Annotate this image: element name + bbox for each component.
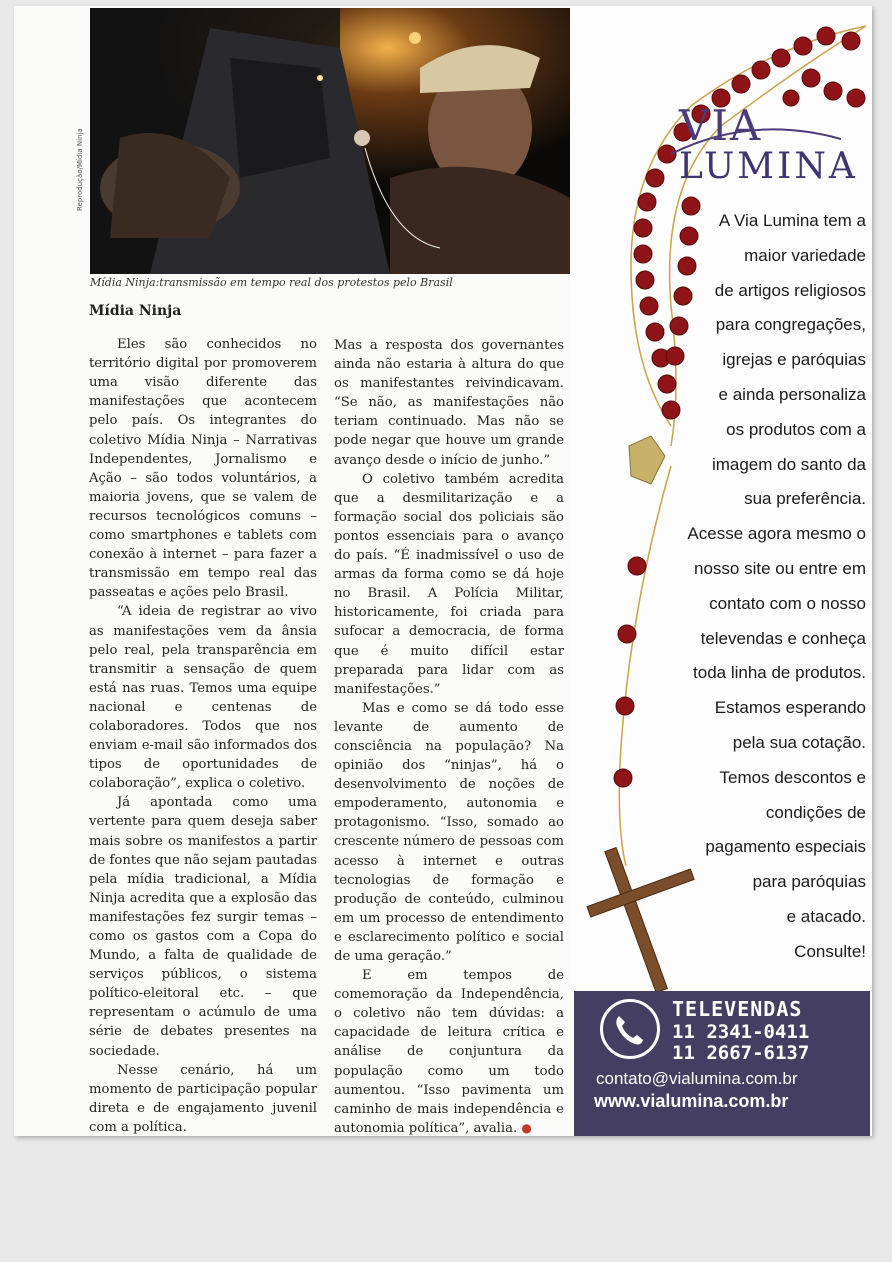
ad-line: Temos descontos e bbox=[719, 767, 866, 787]
ad-line: sua preferência. bbox=[744, 489, 866, 509]
article-paragraph-text: E em tempos de comemoração da Independência, o coletivo não tem dúvidas: a capacidade de leitura crítica e análise de conjuntura da população como um todo aumentou. “Isso pavimenta um caminho de mais independência e autonomia política”, avalia. bbox=[334, 968, 564, 1136]
contact-box bbox=[574, 991, 870, 1136]
ad-line: imagem do santo da bbox=[711, 454, 866, 474]
ad-line: toda linha de produtos. bbox=[693, 663, 866, 683]
phone-icon bbox=[600, 999, 660, 1059]
logo-via: VIA bbox=[679, 101, 763, 150]
ad-line: condições de bbox=[765, 802, 866, 822]
ad-line: pagamento especiais bbox=[705, 837, 866, 857]
via-lumina-ad bbox=[571, 6, 872, 1136]
ad-line: e atacado. bbox=[786, 906, 866, 926]
phone-number-1[interactable]: 11 2341-0411 bbox=[672, 1021, 810, 1043]
ad-line: os produtos com a bbox=[726, 419, 866, 439]
ad-copy bbox=[611, 204, 866, 970]
magazine-page bbox=[14, 6, 872, 1136]
article-paragraph: O coletivo também acredita que a desmilitarização e a formação social dos policiais são pontos essenciais para o avanço do país. “É inadmissível o uso de armas da forma como se dá hoje no Brasil. A Polícia Militar, historicamente, foi criada para sufocar a democracia, de forma que é muito difícil estar preparada para lidar com as manifestações.” bbox=[334, 471, 564, 697]
article-column-1 bbox=[89, 302, 317, 1136]
ad-line: e ainda personaliza bbox=[718, 384, 866, 404]
article-column-2 bbox=[334, 336, 564, 1136]
article-paragraph: “A ideia de registrar ao vivo as manifestações vem da ânsia pelo real, pela transparência em transmitir a sensação de quem está nas ruas. Temos uma equipe nacional e centenas de colaboradores. Todos que nos enviam e-mail são informados dos tipos de oportunidades de colaboração”, explica o coletivo. bbox=[89, 604, 317, 792]
photo-caption: Mídia Ninja:transmissão em tempo real dos protestos pelo Brasil bbox=[90, 276, 453, 289]
ad-line: para congregações, bbox=[715, 315, 866, 335]
article-paragraph: Já apontada como uma vertente para quem deseja saber mais sobre os manifestos a partir de fontes que não sejam pautadas pela mídia tradicional, a Mídia Ninja acredita que a explosão das manifestações fez surgir temas – como os gastos com a Copa do Mundo, a falta de qualidade de serviços públicos, o sistema político-eleitoral etc. – que representam o acúmulo de uma série de debates presentes na sociedade. bbox=[89, 795, 317, 1059]
end-mark-icon: ● bbox=[521, 1120, 532, 1135]
article-photo bbox=[90, 8, 570, 274]
article-heading: Mídia Ninja bbox=[89, 303, 182, 319]
ad-line: televendas e conheça bbox=[700, 628, 866, 648]
article-paragraph: Eles são conhecidos no território digital por promoverem uma visão diferente das manifestações que acontecem pelo país. Os integrantes do coletivo Mídia Ninja – Narrativas Independentes, Jornalismo e Ação – são todos voluntários, a maioria jovens, que se valem de recursos tecnológicos comuns – como smartphones e tablets com conexão à internet – para fazer a transmissão em tempo real das passeatas e ações pelo Brasil. bbox=[89, 337, 317, 601]
ad-line: de artigos religiosos bbox=[714, 280, 866, 300]
ad-line: contato com o nosso bbox=[709, 593, 866, 613]
ad-line: Acesse agora mesmo o bbox=[687, 524, 866, 544]
televendas-label: TELEVENDAS bbox=[672, 997, 803, 1021]
ad-line: maior variedade bbox=[744, 245, 866, 265]
ad-line: igrejas e paróquias bbox=[722, 350, 866, 370]
ad-line: nosso site ou entre em bbox=[694, 558, 866, 578]
article-paragraph: Mas a resposta dos governantes ainda não estaria à altura do que os manifestantes reivindicavam. “Se não, as manifestações não teriam continuado. Mas não se pode negar que houve um grande avanço desde o início de junho.” bbox=[334, 338, 564, 468]
ad-line: para paróquias bbox=[752, 872, 866, 892]
photo-credit: Reprodução/Mídia Ninja bbox=[76, 128, 84, 211]
protest-photo bbox=[90, 8, 570, 274]
ad-line: Consulte! bbox=[794, 941, 866, 961]
contact-email[interactable]: contato@vialumina.com.br bbox=[596, 1069, 798, 1088]
article-paragraph-last bbox=[334, 966, 564, 1136]
article-paragraph: Nesse cenário, há um momento de participação popular direta e de engajamento juvenil com a política. bbox=[89, 1062, 317, 1135]
phone-number-2[interactable]: 11 2667-6137 bbox=[672, 1042, 810, 1064]
ad-line: A Via Lumina tem a bbox=[718, 211, 866, 230]
ad-line: Estamos esperando bbox=[714, 698, 866, 718]
logo-lumina: LUMINA bbox=[679, 146, 858, 187]
article-paragraph: Mas e como se dá todo esse levante de aumento de consciência na população? Na opinião dos “ninjas”, há o desenvolvimento de noções de empoderamento, autonomia e protagonismo. “Isso, somado ao crescente número de pessoas com acesso à internet e outras tecnologias de formação e produção de conteúdo, culminou em um processo de entendimento e esclarecimento político e social de uma geração.” bbox=[334, 700, 564, 964]
website-link[interactable]: www.vialumina.com.br bbox=[594, 1091, 789, 1111]
ad-line: pela sua cotação. bbox=[732, 732, 866, 752]
